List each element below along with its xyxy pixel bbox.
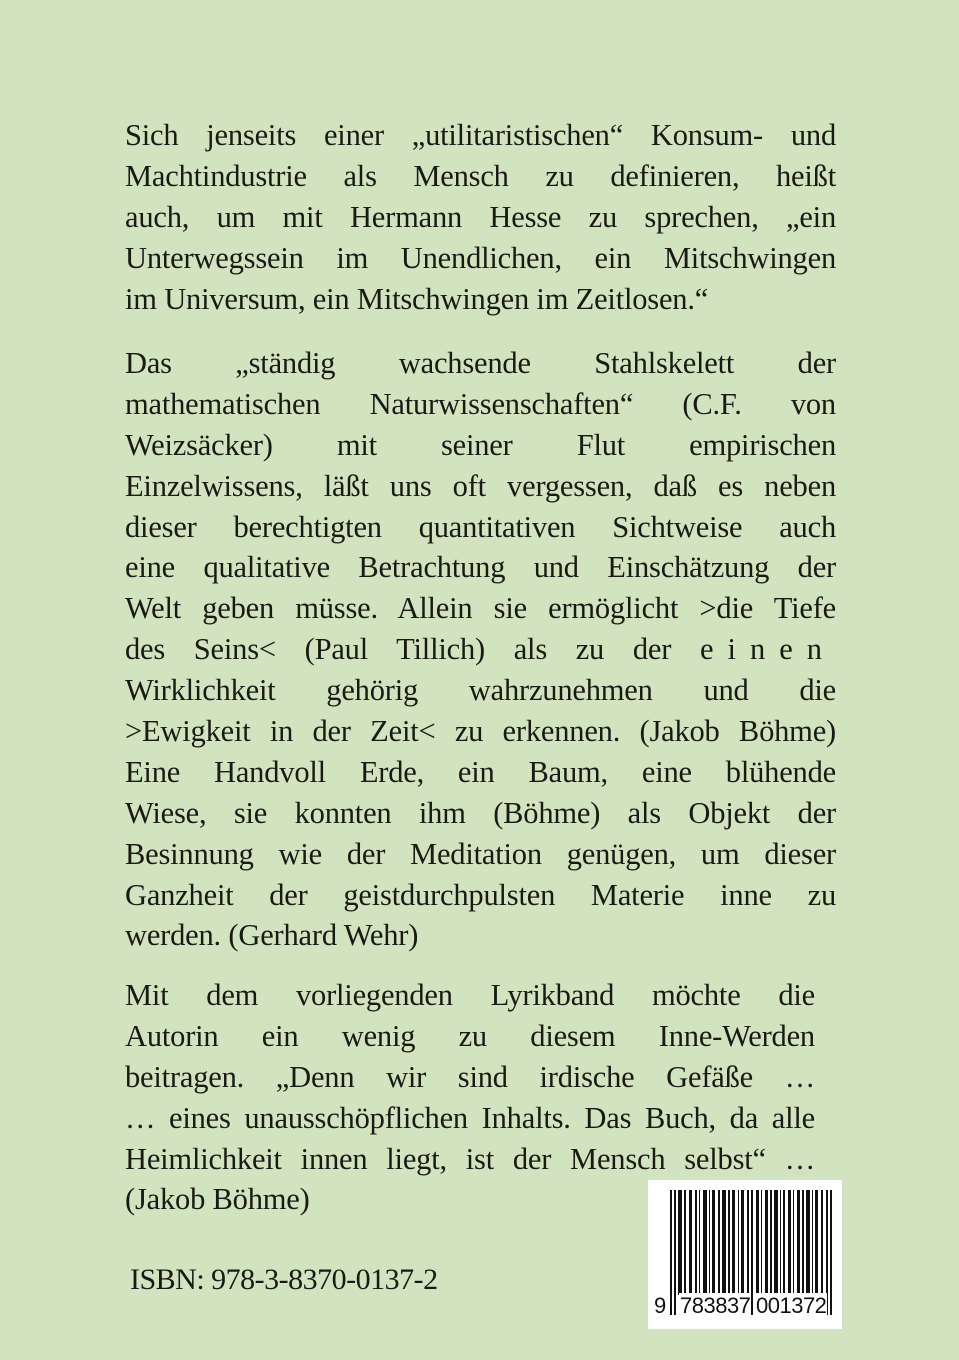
text-line-with-spaced-word — [125, 629, 836, 670]
text-line: (Jakob Böhme) — [125, 1182, 310, 1217]
text-line: Welt geben müsse. Allein sie ermöglicht >die Tiefe — [125, 591, 836, 626]
text-line: beitragen. „Denn wir sind irdische Gefäße … — [125, 1059, 815, 1094]
text-line: Besinnung wie der Meditation genügen, um dieser — [125, 836, 836, 871]
text-line: Wiese, sie konnten ihm (Böhme) als Objekt der — [125, 795, 836, 830]
barcode — [648, 1180, 842, 1329]
text-line: Einzelwissens, läßt uns oft vergessen, daß es neben — [125, 468, 836, 503]
text-line: Unterwegssein im Unendlichen, ein Mitschwingen — [125, 240, 836, 275]
barcode-number — [651, 1293, 839, 1319]
text-segment: des Seins< (Paul Tillich) als zu der — [125, 632, 672, 667]
isbn-label: ISBN: 978-3-8370-0137-2 — [130, 1263, 438, 1296]
text-line: Wirklichkeit gehörig wahrzunehmen und die — [125, 673, 836, 708]
text-line: Weizsäcker) mit seiner Flut empirischen — [125, 427, 836, 462]
text-line: Heimlichkeit innen liegt, ist der Mensch selbst“ … — [125, 1141, 815, 1176]
text-line: … eines unausschöpflichen Inhalts. Das Buch, da alle — [125, 1100, 815, 1135]
barcode-digit-first: 9 — [654, 1293, 666, 1318]
text-line: Sich jenseits einer „utilitaristischen“ Konsum- und — [125, 118, 836, 152]
text-line: im Universum, ein Mitschwingen im Zeitlosen.“ — [125, 281, 709, 316]
text-line: Machtindustrie als Mensch zu definieren, heißt — [125, 158, 836, 193]
text-line: Autorin ein wenig zu diesem Inne-Werden — [125, 1018, 815, 1053]
paragraph-intro — [125, 115, 836, 319]
paragraph-weizsaecker-boehme — [125, 343, 836, 956]
text-line: werden. (Gerhard Wehr) — [125, 918, 419, 953]
text-line: dieser berechtigten quantitativen Sichtweise auch — [125, 509, 836, 544]
text-line: Eine Handvoll Erde, ein Baum, eine blühende — [125, 754, 836, 789]
text-line: Mit dem vorliegenden Lyrikband möchte die — [125, 978, 815, 1012]
text-line: >Ewigkeit in der Zeit< zu erkennen. (Jakob Böhme) — [125, 714, 836, 749]
barcode-digits-left: 783837 — [680, 1293, 751, 1318]
text-line: auch, um mit Hermann Hesse zu sprechen, „ein — [125, 199, 836, 234]
text-line: eine qualitative Betrachtung und Einschätzung der — [125, 550, 836, 585]
text-line: Das „ständig wachsende Stahlskelett der — [125, 346, 836, 380]
spaced-emphasis-word: einen — [699, 632, 836, 667]
text-line: Ganzheit der geistdurchpulsten Materie inne zu — [125, 877, 836, 912]
barcode-digits-right: 001372 — [756, 1293, 827, 1318]
text-line: mathematischen Naturwissenschaften“ (C.F. von — [125, 386, 836, 421]
